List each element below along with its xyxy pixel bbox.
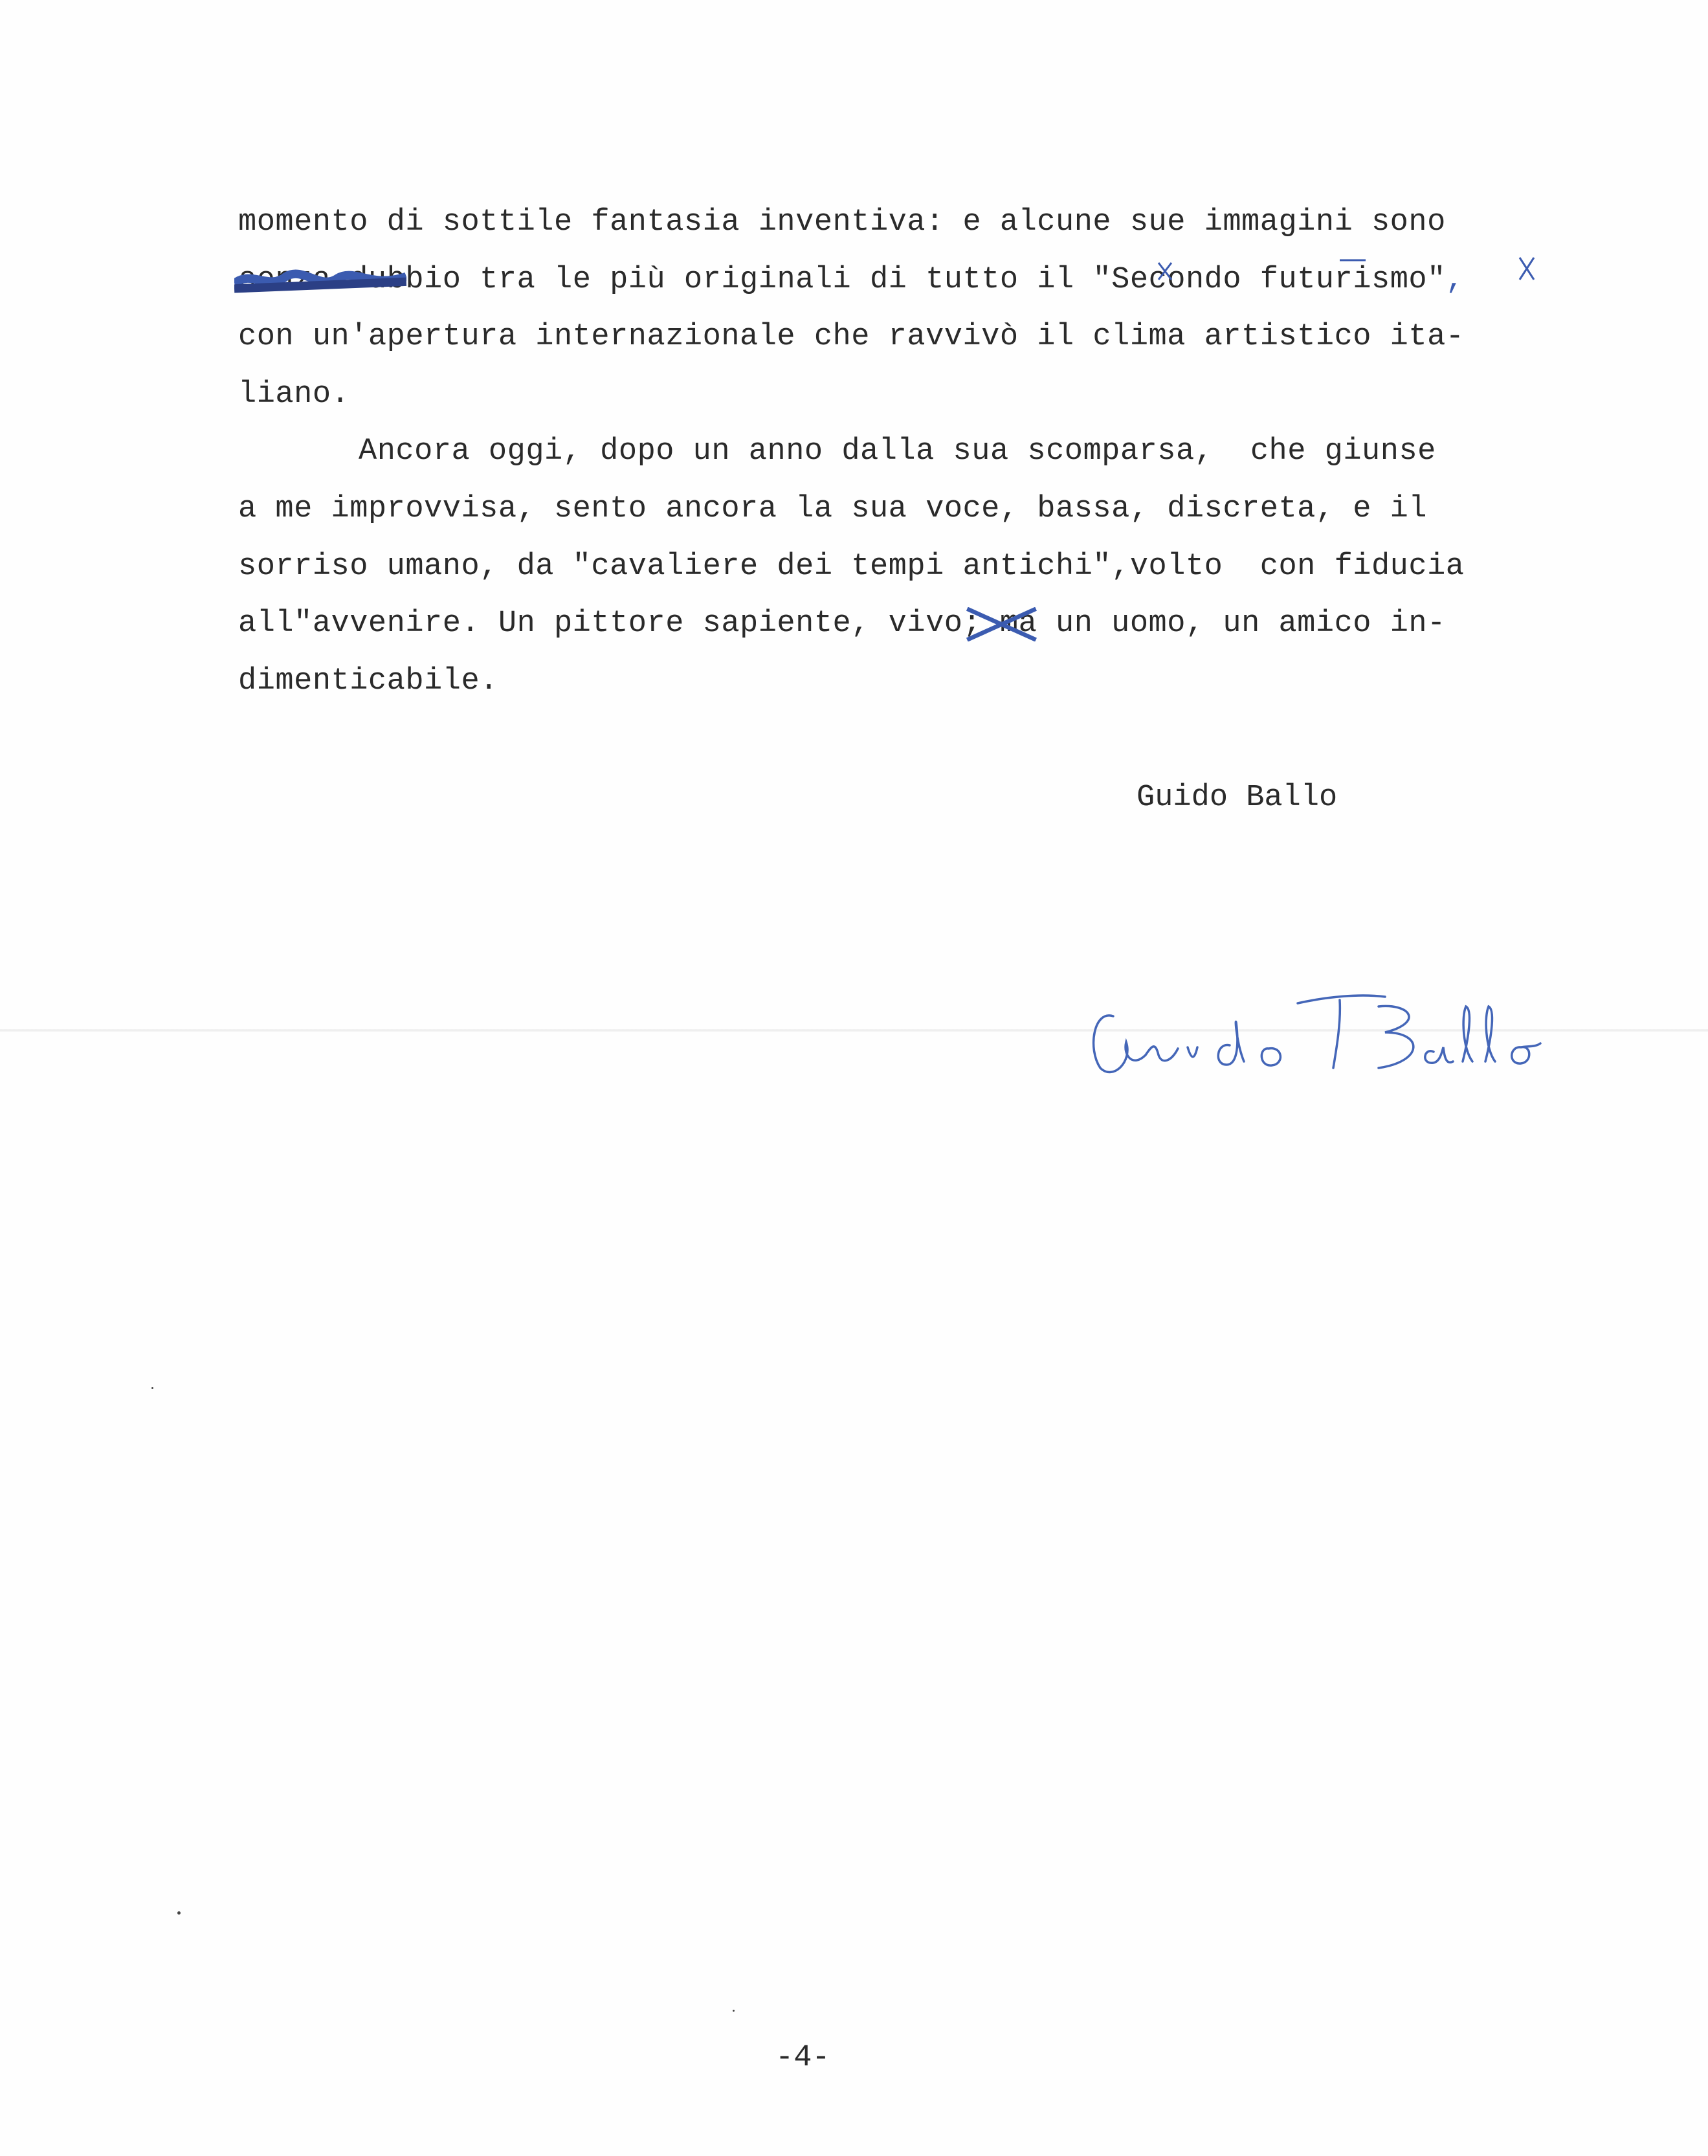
page-number: -4-	[775, 2041, 830, 2075]
paper-speck	[151, 1387, 153, 1389]
text-line-7: sorriso umano, da "cavaliere dei tempi antichi",volto con fiducia	[238, 549, 1465, 584]
paper-speck	[733, 2010, 735, 2012]
struck-phrase-ma: ; ma	[962, 595, 1037, 653]
struck-phrase-senza-dubbio: senza dubbio	[238, 252, 461, 309]
text-line-5: Ancora oggi, dopo un anno dalla sua scomparsa, che giunse	[359, 434, 1436, 469]
secondo-futurismo-quoted: "Secondo futurismo"	[1092, 262, 1446, 297]
text-line-1: momento di sottile fantasia inventiva: e alcune sue immagini sono	[238, 205, 1446, 239]
paper-speck	[177, 1911, 181, 1915]
proofreading-marks	[1146, 254, 1573, 306]
typed-signature: Guido Ballo	[1137, 781, 1338, 815]
text-line-4: liano.	[238, 377, 350, 412]
text-line-8: all"avvenire. Un pittore sapiente, vivo; ma un uomo, un amico in-	[238, 595, 1571, 653]
text-line-3: con un'apertura internazionale che ravvivò il clima artistico ita-	[238, 320, 1465, 355]
inserted-comma: ,	[1445, 262, 1465, 297]
cross-out-mark	[959, 607, 1045, 641]
text-line-6: a me improvvisa, sento ancora la sua voce, bassa, discreta, e il	[238, 491, 1428, 526]
handwritten-signature	[1074, 971, 1579, 1094]
strike-scribble	[234, 263, 406, 297]
text-line-2: senza dubbio tra le più originali di tutto il "Secondo futurismo",	[238, 252, 1571, 309]
text-line-9: dimenticabile.	[238, 663, 498, 698]
